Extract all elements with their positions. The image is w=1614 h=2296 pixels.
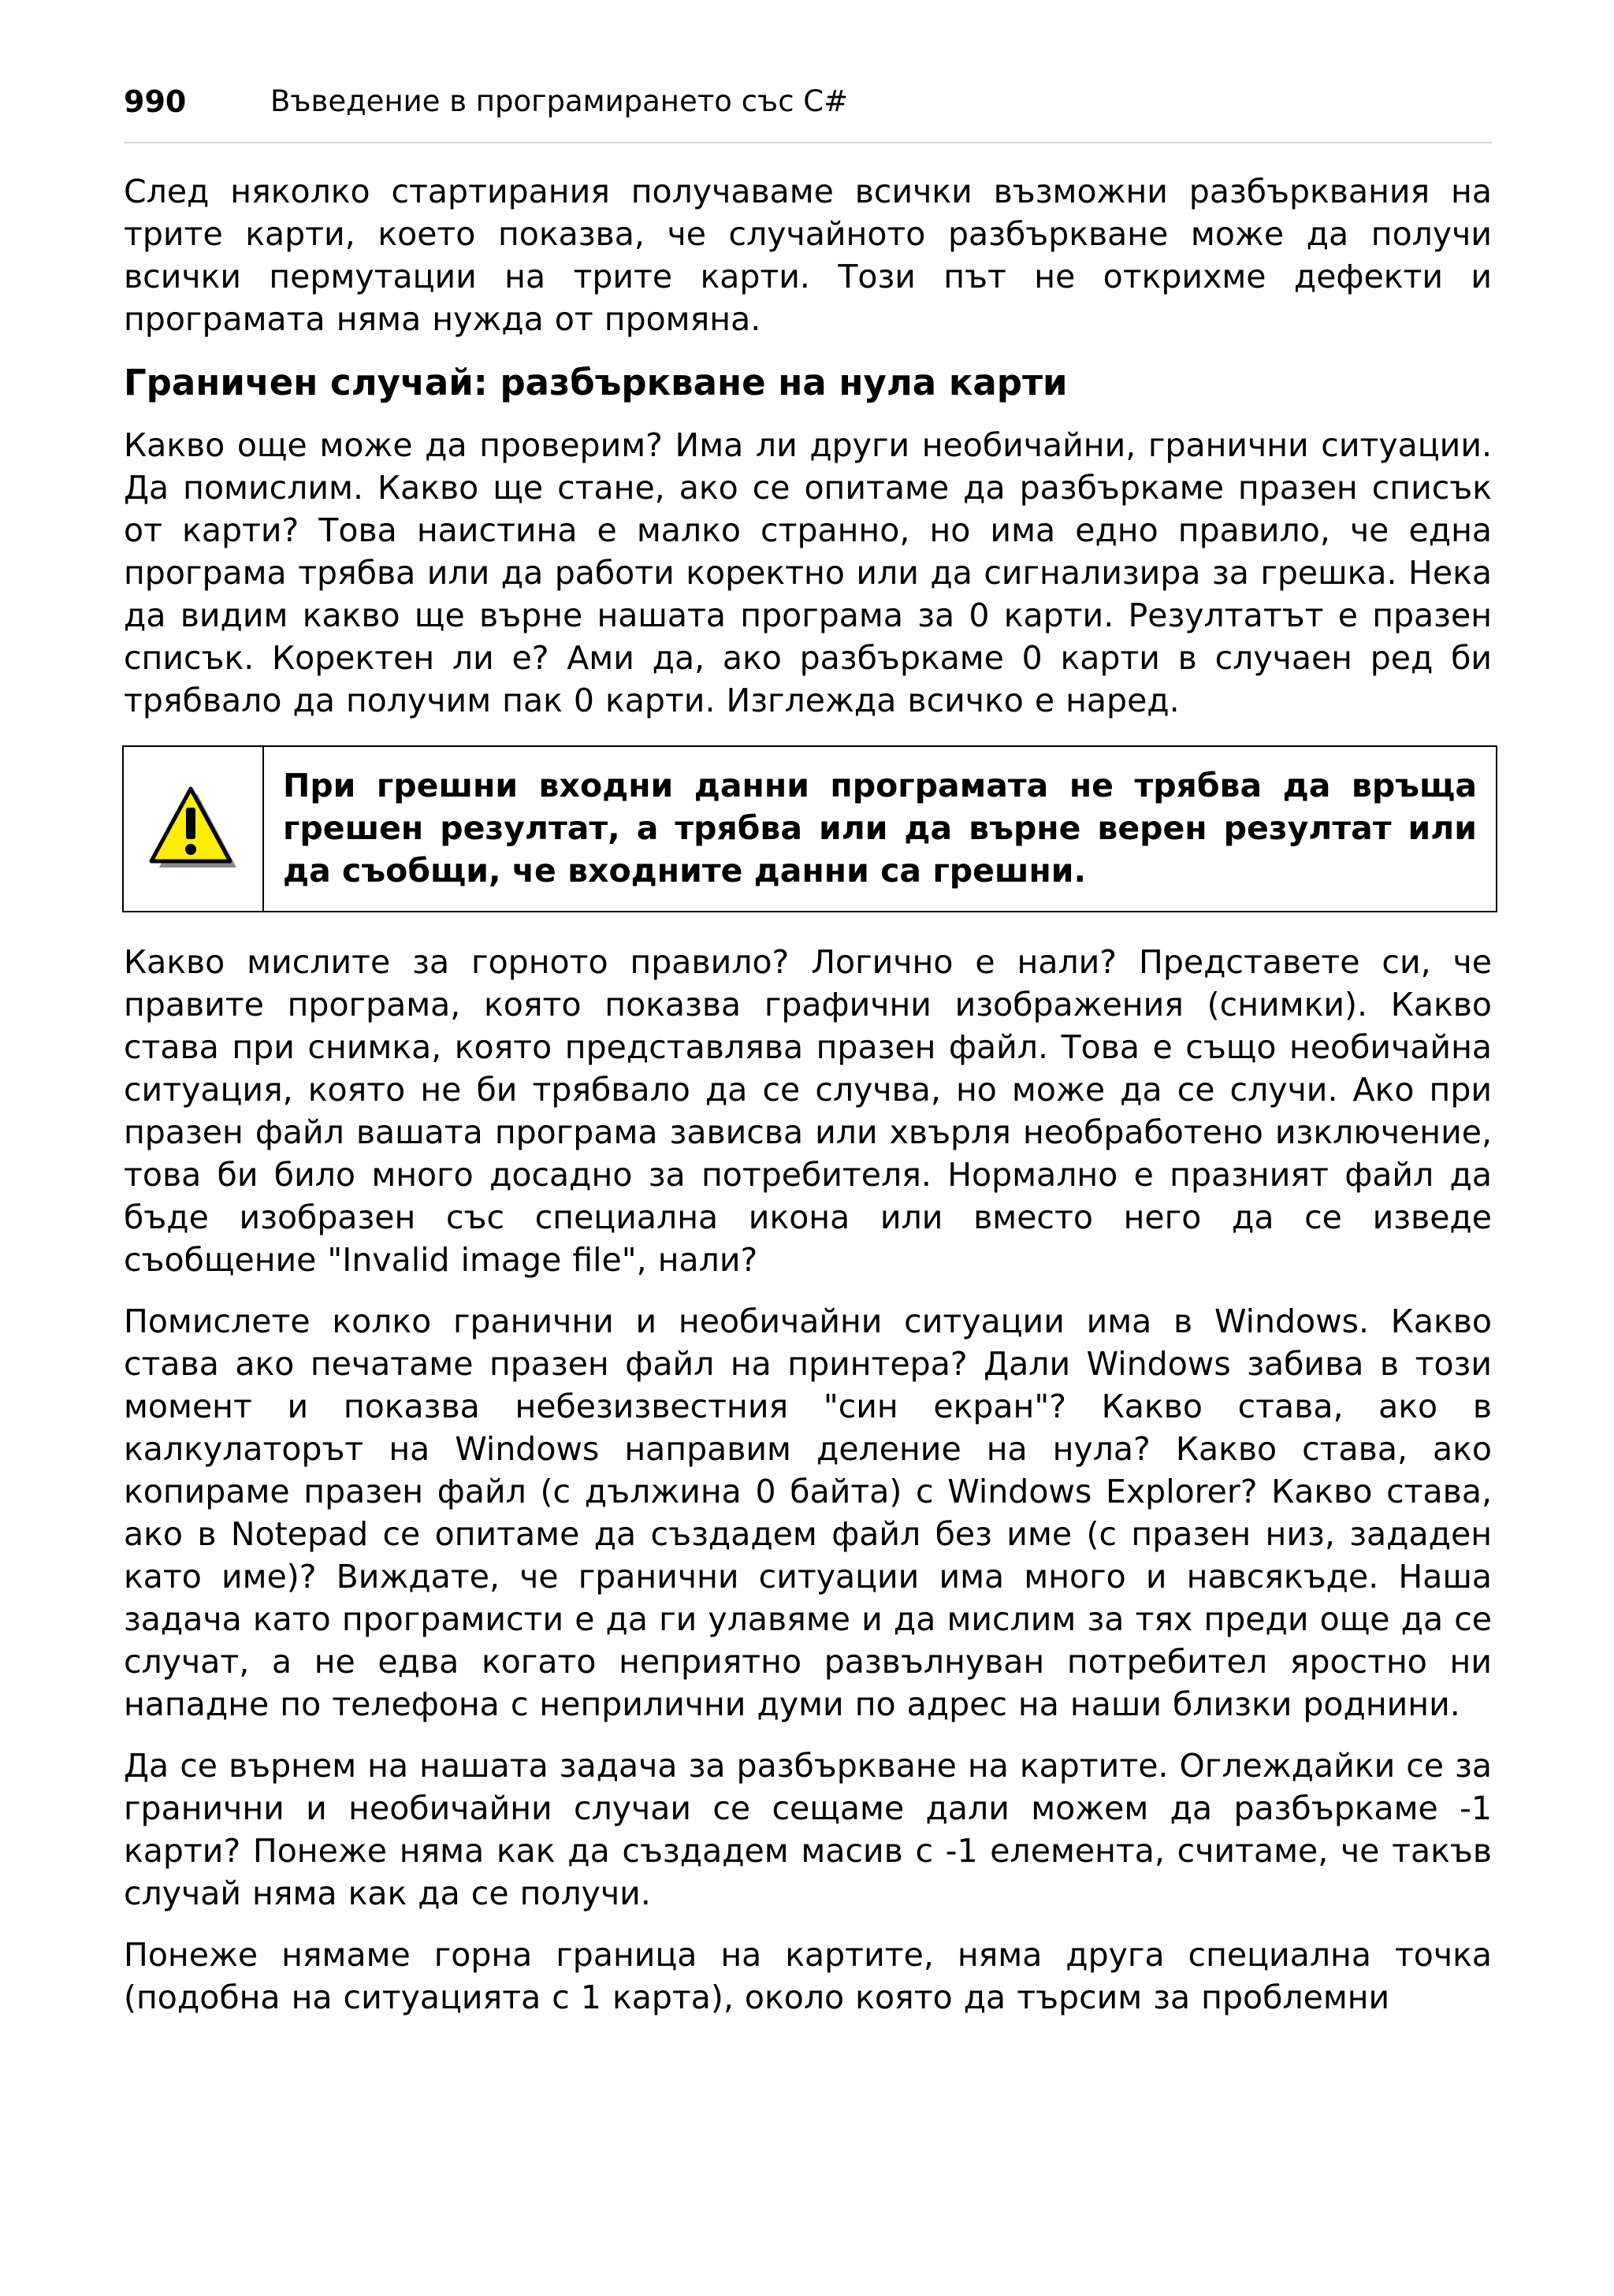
paragraph-empty-list: Какво още може да проверим? Има ли други необичайни, гранични ситуации. Да помислим. Какво ще стане, ако се опитаме да разбъркаме празен списък от карти? Това наистина е малко странно, но има едно правило, че една програма трябва или да работи коректно или да сигнализира за грешка. Нека да видим какво ще върне нашата програма за 0 карти. Резултатът е празен списък. Коректен ли е? Ами да, ако разбъркаме 0 карти в случаен ред би трябвало да получим пак 0 карти. Изглежда всичко е наред. <box>124 426 1492 719</box>
paragraph-upper-bound: Понеже нямаме горна граница на картите, няма друга специална точка (подобна на ситуацията с 1 карта), около която да търсим за проблемни <box>124 1936 1492 2016</box>
section-heading: Граничен случай: разбъркване на нула карти <box>124 362 1068 403</box>
paragraph-negative-cards: Да се върнем на нашата задача за разбъркване на картите. Оглеждайки се за гранични и необичайни случаи се сещаме дали можем да разбъркаме -1 карти? Понеже няма как да създадем масив с -1 елемента, считаме, че такъв случай няма как да се получи. <box>124 1747 1492 1912</box>
page-content <box>124 170 1492 2038</box>
page-header <box>124 79 1492 143</box>
paragraph-image-file: Какво мислите за горното правило? Логично е нали? Представете си, че правите програма, която показва графични изображения (снимки). Какво става при снимка, която представлява празен файл. Това е също необичайна ситуация, която не би трябвало да се случва, но може да се случи. Ако при празен файл вашата програма зависва или хвърля необработено изключение, това би било много досадно за потребителя. Нормално е празният файл да бъде изобразен със специална икона или вместо него да се изведе съобщение "Invalid image file", нали? <box>124 943 1492 1279</box>
paragraph-windows: Помислете колко гранични и необичайни ситуации има в Windows. Какво става ако печатаме празен файл на принтера? Дали Windows забива в този момент и показва небезизвестния "син екран"? Какво става, ако в калкулаторът на Windows направим деление на нула? Какво става, ако копираме празен файл (с дължина 0 байта) с Windows Explorer? Какво става, ако в Notepad се опитаме да създадем файл без име (с празен низ, зададен като име)? Виждате, че гранични ситуации има много и навсякъде. Наша задача като програмисти е да ги улавяме и да мислим за тях преди още да се случат, а не едва когато неприятно развълнуван потребител яростно ни нападне по телефона с неприлични думи по адрес на наши близки роднини. <box>124 1302 1492 1723</box>
running-title: Въведение в програмирането със C# <box>270 84 849 118</box>
warning-triangle-icon <box>147 786 240 872</box>
warning-callout <box>122 745 1497 912</box>
paragraph-intro: След няколко стартирания получаваме всички възможни разбърквания на трите карти, което показва, че случайното разбъркване може да получи всички пермутации на трите карти. Този път не открихме дефекти и програмата няма нужда от промяна. <box>124 173 1492 338</box>
warning-text: При грешни входни данни програмата не трябва да връща грешен резултат, а трябва или да върне верен резултат или да съобщи, че входните данни са грешни. <box>283 767 1477 890</box>
page-number: 990 <box>124 84 187 119</box>
warning-icon-cell <box>124 747 264 911</box>
